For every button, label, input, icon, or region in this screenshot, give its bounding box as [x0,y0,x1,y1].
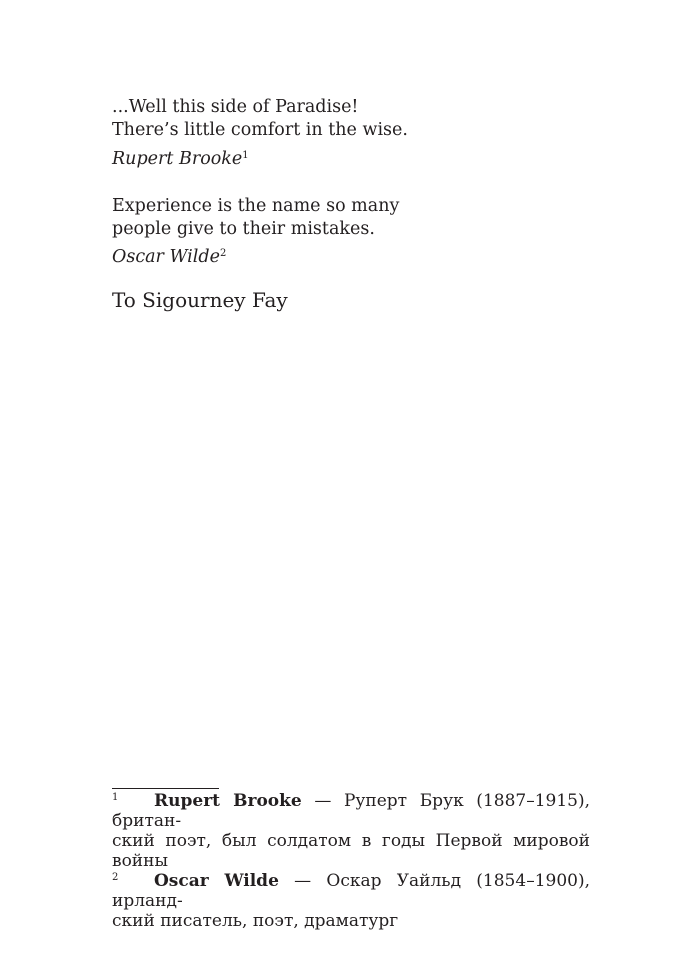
epigraph-2-author [112,246,226,268]
epigraph-2-line-2: people give to their mistakes. [112,219,375,239]
dedication: To Sigourney Fay [112,288,288,312]
epigraph-1 [112,96,408,142]
footnote-2: 2 Oscar Wilde — Оскар Уайльд (1854–1900), ирланд- ский писатель, поэт, драматург [112,871,590,931]
footnote-separator [112,788,219,789]
epigraph-1-author-name: Rupert Brooke [112,149,243,169]
epigraph-1-line-2: There’s little comfort in the wise. [112,120,408,140]
footnote-1-text-a: — Руперт Брук (1887–1915), британ- [112,791,591,831]
footnote-1: 1 Rupert Brooke — Руперт Брук (1887–1915), британ- ский поэт, был солдатом в годы Первой мировой войны [112,791,591,871]
epigraph-1-line-1: ...Well this side of Paradise! [112,97,359,117]
epigraph-2 [112,195,399,241]
epigraph-1-author [112,148,249,170]
epigraph-2-author-name: Oscar Wilde [112,247,220,267]
footnote-2-text-b: ский писатель, поэт, драматург [112,911,399,931]
footnote-1-text-b: ский поэт, был солдатом в годы Первой мировой войны [112,831,590,871]
footnotes [112,791,590,931]
footnote-ref-2[interactable]: 2 [219,248,227,259]
epigraph-2-line-1: Experience is the name so many [112,196,400,216]
footnote-ref-1[interactable]: 1 [242,150,249,161]
footnote-2-text-a: — Оскар Уайльд (1854–1900), ирланд- [112,871,590,911]
footnote-1-term: Rupert Brooke [154,791,302,811]
footnote-2-term: Oscar Wilde [154,871,279,891]
